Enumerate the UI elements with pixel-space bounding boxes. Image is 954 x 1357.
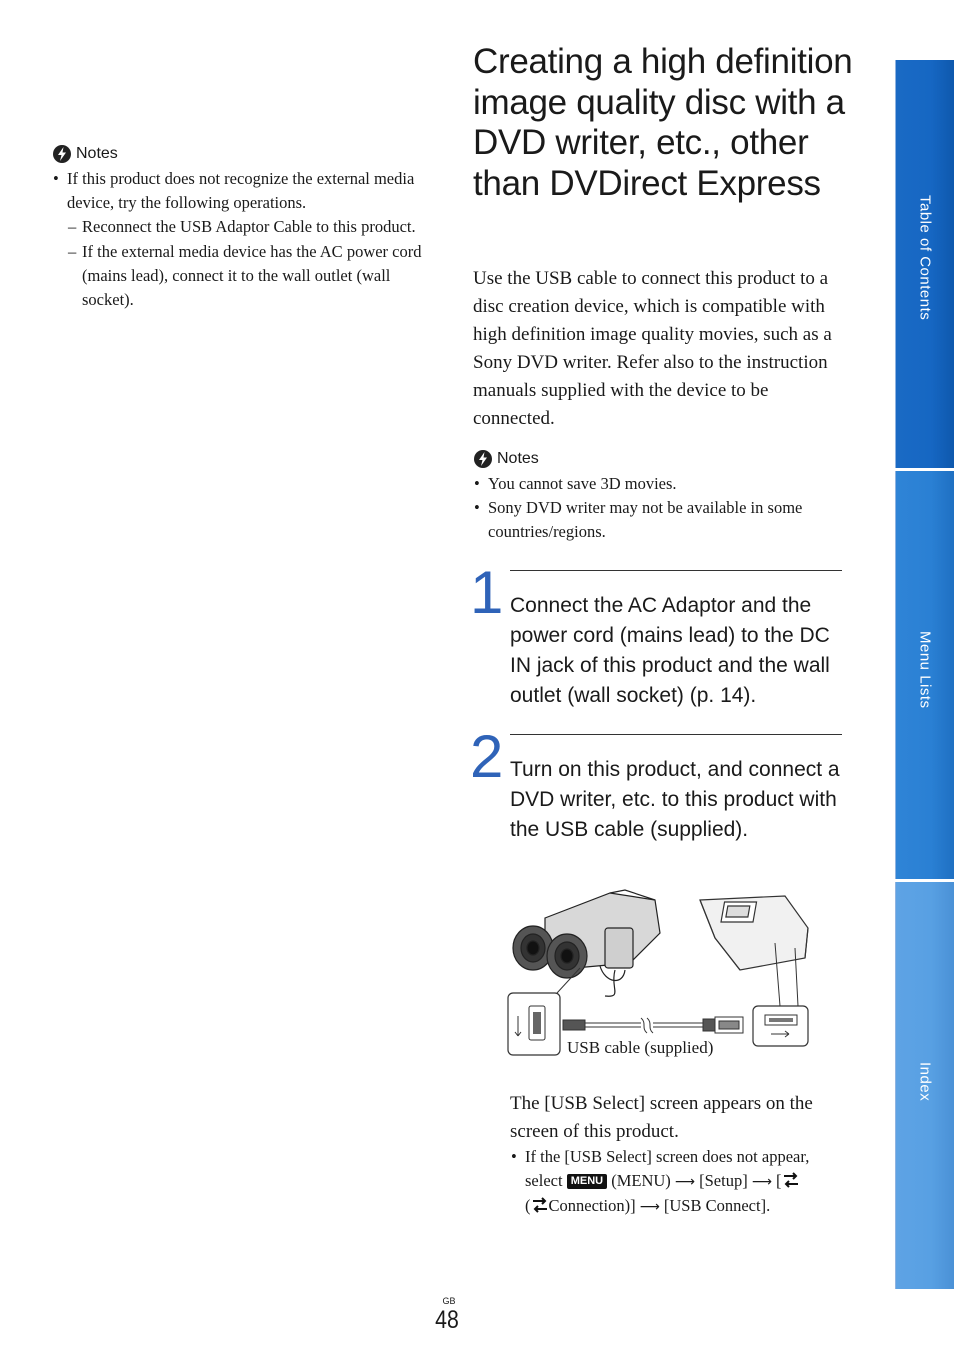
notes-heading: Notes: [473, 449, 848, 469]
step-number: 1: [470, 559, 504, 626]
camcorder-icon: [513, 890, 660, 996]
tab-menu-lists[interactable]: [895, 471, 954, 879]
menu-badge: MENU: [567, 1174, 607, 1189]
list-item: • If the [USB Select] screen does not appear, select MENU (MENU) ⟶ [Setup] ⟶ [ ( Connection)] ⟶ [USB Connect].: [510, 1145, 845, 1220]
list-item: • If this product does not recognize the external media device, try the following operations. – Reconnect the USB Adaptor Cable to this product. – If the external media device has the AC power cord (mains lead), connect it to the wall outlet (wall socket).: [52, 167, 427, 312]
figure-caption: USB cable (supplied): [567, 1038, 714, 1057]
tab-table-of-contents[interactable]: [895, 60, 954, 468]
result-paragraph: The [USB Select] screen appears on the screen of this product.: [510, 1093, 813, 1142]
result-note-list: [510, 1145, 845, 1220]
sub-list: [67, 215, 427, 312]
arrow-right-icon: ⟶: [639, 1199, 660, 1216]
caution-icon: [52, 144, 72, 164]
arrow-right-icon: ⟶: [751, 1174, 772, 1191]
page-number: 48: [435, 1306, 459, 1334]
dvd-writer-icon: [700, 896, 808, 970]
step-number: 2: [470, 723, 504, 790]
list-item: – Reconnect the USB Adaptor Cable to this product.: [67, 215, 427, 239]
tab-label: Menu Lists: [916, 631, 934, 709]
step-divider: [510, 734, 842, 735]
right-notes: [473, 449, 848, 545]
connection-icon: [531, 1197, 549, 1213]
list-item: – If the external media device has the AC power cord (mains lead), connect it to the wall outlet (wall socket).: [67, 240, 427, 313]
arrow-right-icon: ⟶: [674, 1174, 695, 1191]
usb-cable: [563, 1017, 743, 1033]
notes-list: [473, 472, 848, 545]
list-item: • Sony DVD writer may not be available in some countries/regions.: [473, 496, 848, 544]
left-notes: [52, 144, 427, 312]
caution-icon: [473, 449, 493, 469]
notes-list: [52, 167, 427, 312]
tab-label: Index: [916, 1062, 934, 1102]
page-title: Creating a high definition image quality disc with a DVD writer, etc., other than DVDirect Express: [473, 42, 853, 203]
step-text: Turn on this product, and connect a DVD writer, etc. to this product with the USB cable (supplied).: [510, 758, 840, 841]
tab-label: Table of Contents: [916, 195, 934, 321]
writer-port-callout: [753, 1006, 808, 1046]
tab-index[interactable]: [895, 882, 954, 1289]
connection-icon: [782, 1172, 800, 1188]
step-divider: [510, 570, 842, 571]
region-code: GB: [442, 1296, 456, 1306]
intro-paragraph: Use the USB cable to connect this product to a disc creation device, which is compatible with high definition image quality movies, such as a Sony DVD writer. Refer also to the instruction manuals supplied with the device to be connected.: [473, 268, 832, 429]
step-text: Connect the AC Adaptor and the power cord (mains lead) to the DC IN jack of this product and the wall outlet (wall socket) (p. 14).: [510, 594, 830, 707]
notes-heading: Notes: [52, 144, 427, 164]
list-item: • You cannot save 3D movies.: [473, 472, 848, 496]
